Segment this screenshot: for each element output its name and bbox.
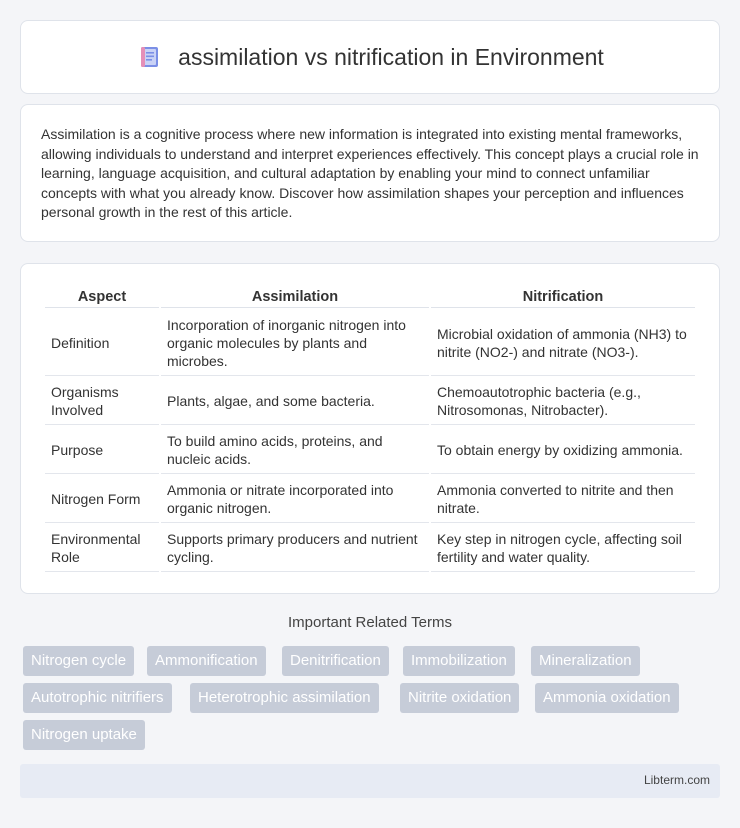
footer-site-link[interactable]: Libterm.com xyxy=(643,773,710,787)
cell-assimilation: To build amino acids, proteins, and nucleic acids. xyxy=(161,427,429,474)
cell-assimilation: Plants, algae, and some bacteria. xyxy=(161,378,429,425)
book-icon xyxy=(136,43,164,71)
tag-immobilization[interactable]: Immobilization xyxy=(403,646,515,676)
cell-assimilation: Incorporation of inorganic nitrogen into organic molecules by plants and microbes. xyxy=(161,310,429,376)
tag-heterotrophic-assimilation[interactable]: Heterotrophic assimilation xyxy=(190,683,379,713)
header-assimilation: Assimilation xyxy=(161,286,429,308)
table-row xyxy=(45,310,695,376)
table-row xyxy=(45,427,695,474)
intro-paragraph: Assimilation is a cognitive process where new information is integrated into existing mental frameworks, allowing individuals to understand and interpret experiences effectively. This concept plays a crucial role in learning, language acquisition, and cultural adaptation by enabling your mind to connect unfamiliar concepts with what you already know. Discover how assimilation shapes your perception and influences personal growth in the rest of this article. xyxy=(41,126,699,220)
page-title: assimilation vs nitrification in Environment xyxy=(178,43,604,70)
tag-denitrification[interactable]: Denitrification xyxy=(282,646,389,676)
cell-aspect: Definition xyxy=(45,310,159,376)
tag-autotrophic-nitrifiers[interactable]: Autotrophic nitrifiers xyxy=(23,683,172,713)
cell-nitrification: Chemoautotrophic bacteria (e.g., Nitrosomonas, Nitrobacter). xyxy=(431,378,695,425)
cell-nitrification: Microbial oxidation of ammonia (NH3) to nitrite (NO2-) and nitrate (NO3-). xyxy=(431,310,695,376)
table-row xyxy=(45,378,695,425)
cell-aspect: Organisms Involved xyxy=(45,378,159,425)
cell-aspect: Nitrogen Form xyxy=(45,476,159,523)
cell-assimilation: Supports primary producers and nutrient cycling. xyxy=(161,525,429,572)
cell-aspect: Environmental Role xyxy=(45,525,159,572)
table-row xyxy=(45,525,695,572)
header-nitrification: Nitrification xyxy=(431,286,695,308)
table-card xyxy=(20,263,720,594)
tag-nitrogen-cycle[interactable]: Nitrogen cycle xyxy=(23,646,134,676)
cell-aspect: Purpose xyxy=(45,427,159,474)
cell-assimilation: Ammonia or nitrate incorporated into organic nitrogen. xyxy=(161,476,429,523)
table-header-row xyxy=(45,286,695,308)
intro-card xyxy=(20,104,720,242)
tag-nitrogen-uptake[interactable]: Nitrogen uptake xyxy=(23,720,145,750)
cell-nitrification: Key step in nitrogen cycle, affecting soil fertility and water quality. xyxy=(431,525,695,572)
tag-mineralization[interactable]: Mineralization xyxy=(531,646,640,676)
footer xyxy=(20,764,720,798)
comparison-table xyxy=(43,284,697,574)
tag-nitrite-oxidation[interactable]: Nitrite oxidation xyxy=(400,683,519,713)
cell-nitrification: Ammonia converted to nitrite and then nitrate. xyxy=(431,476,695,523)
tag-ammonification[interactable]: Ammonification xyxy=(147,646,266,676)
header xyxy=(136,43,604,71)
tag-ammonia-oxidation[interactable]: Ammonia oxidation xyxy=(535,683,679,713)
header-aspect: Aspect xyxy=(45,286,159,308)
header-card xyxy=(20,20,720,94)
cell-nitrification: To obtain energy by oxidizing ammonia. xyxy=(431,427,695,474)
table-row xyxy=(45,476,695,523)
related-terms-title: Important Related Terms xyxy=(288,614,452,631)
